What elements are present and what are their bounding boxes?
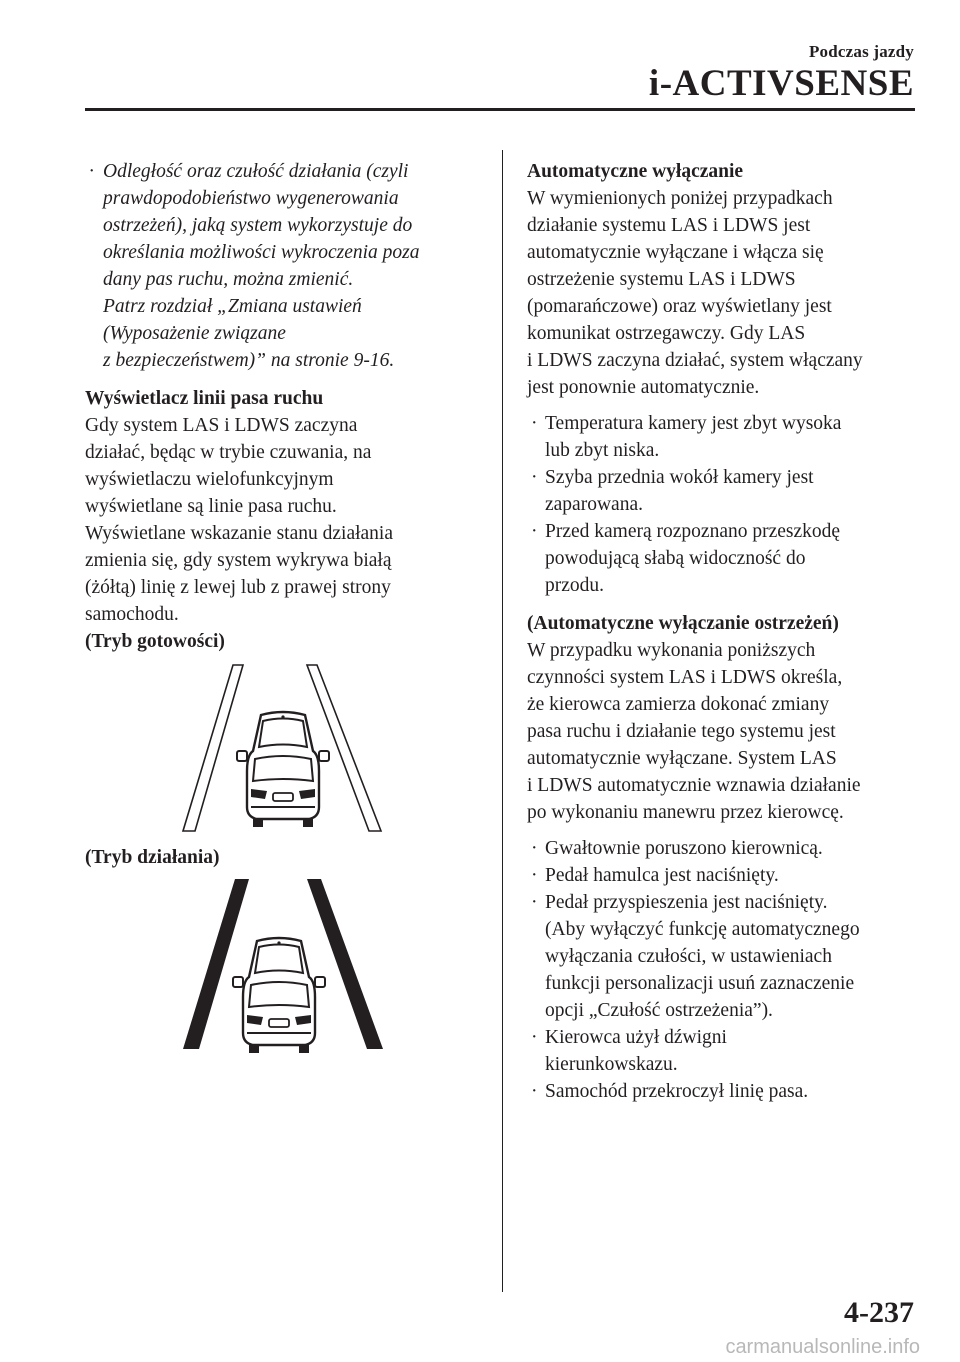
text-line: funkcji personalizacji usuń zaznaczenie [545,973,855,994]
text-line: dany pas ruchu, można zmienić. [103,269,354,290]
text-line: Kierowca użył dźwigni [545,1027,727,1048]
text-line: W przypadku wykonania poniższych [527,640,816,661]
warning-off-list [527,835,922,1105]
list-item [527,862,922,889]
text-line: działanie systemu LAS i LDWS jest [527,215,811,236]
bullet-dot: · [89,161,94,182]
text-line: przodu. [545,575,605,596]
chapter-title: Podczas jazdy [808,42,914,61]
list-item [527,1024,922,1078]
warning-off-heading: (Automatyczne wyłączanie ostrzeżeń) [527,613,839,634]
watermark: carmanualsonline.info [725,1336,920,1358]
text-line: Pedał hamulca jest naciśnięty. [545,865,779,886]
list-item [527,1078,922,1105]
right-lane-line-solid [307,879,383,1049]
list-item [527,835,922,862]
text-line: po wykonaniu manewru przez kierowcę. [527,802,844,823]
text-line: komunikat ostrzegawczy. Gdy LAS [527,323,806,344]
text-line: (Wyposażenie związane [103,323,286,344]
text-line: (żółtą) linię z lewej lub z prawej strony [85,577,391,598]
car-icon [233,938,325,1053]
text-line: Pedał przyspieszenia jest naciśnięty. [545,892,828,913]
text-line: samochodu. [85,604,179,625]
car-icon [237,712,329,827]
text-line: ostrzeżeń), jaką system wykorzystuje do [103,215,413,236]
auto-off-paragraph [527,185,922,401]
right-column [527,158,922,1105]
active-lane-figure [85,877,480,1057]
section-title: i-ACTIVSENSE [648,63,914,104]
text-line: Temperatura kamery jest zbyt wysoka [545,413,842,434]
text-line: W wymienionych poniżej przypadkach [527,188,833,209]
text-line: Samochód przekroczył linię pasa. [545,1081,809,1102]
text-line: działać, będąc w trybie czuwania, na [85,442,372,463]
list-item [527,889,922,1024]
text-line: i LDWS zaczyna działać, system włączany [527,350,863,371]
text-line: Wyświetlane wskazanie stanu działania [85,523,393,544]
bullet-dot: · [531,413,538,434]
text-line: z bezpieczeństwem)” na stronie 9-16. [103,350,395,371]
text-line: wyłączania czułości, w ustawieniach [545,946,832,967]
auto-off-list [527,410,922,599]
settings-note [85,158,480,374]
standby-lane-figure [85,661,480,836]
bullet-dot: · [531,838,538,859]
text-line: ostrzeżenie systemu LAS i LDWS [527,269,796,290]
text-line: Szyba przednia wokół kamery jest [545,467,814,488]
list-item [527,464,922,518]
text-line: że kierowca zamierza dokonać zmiany [527,694,830,715]
lane-display-heading: Wyświetlacz linii pasa ruchu [85,388,324,409]
text-line: automatycznie wyłączane i włącza się [527,242,824,263]
text-line: kierunkowskazu. [545,1054,678,1075]
text-line: wyświetlane są linie pasa ruchu. [85,496,337,517]
bullet-dot: · [531,892,538,913]
left-column [85,158,480,1065]
left-lane-line-solid [183,879,249,1049]
active-mode-label: (Tryb działania) [85,847,220,868]
left-lane-line-outline [183,665,243,831]
page-number: 4-237 [844,1296,914,1329]
text-line: jest ponownie automatycznie. [527,377,760,398]
text-line: prawdopodobieństwo wygenerowania [103,188,399,209]
text-line: Przed kamerą rozpoznano przeszkodę [545,521,841,542]
bullet-dot: · [531,865,538,886]
header-rule [85,108,915,111]
text-line: Patrz rozdział „Zmiana ustawień [103,296,362,317]
text-line: zaparowana. [545,494,643,515]
text-line: czynności system LAS i LDWS określa, [527,667,843,688]
column-divider [502,150,503,1292]
warning-off-paragraph [527,637,922,826]
standby-mode-label: (Tryb gotowości) [85,631,225,652]
text-line: Gwałtownie poruszono kierownicą. [545,838,823,859]
lane-display-paragraph [85,412,480,628]
text-line: (Aby wyłączyć funkcję automatycznego [545,919,860,940]
text-line: Gdy system LAS i LDWS zaczyna [85,415,358,436]
text-line: i LDWS automatycznie wznawia działanie [527,775,861,796]
text-line: powodującą słabą widoczność do [545,548,806,569]
text-line: określania możliwości wykroczenia poza [103,242,420,263]
text-line: Odległość oraz czułość działania (czyli [103,161,409,182]
bullet-dot: · [531,521,538,542]
list-item [527,518,922,599]
text-line: (pomarańczowe) oraz wyświetlany jest [527,296,832,317]
bullet-dot: · [531,1081,538,1102]
text-line: pasa ruchu i działanie tego systemu jest [527,721,836,742]
bullet-dot: · [531,467,538,488]
list-item [527,410,922,464]
text-line: lub zbyt niska. [545,440,660,461]
text-line: wyświetlaczu wielofunkcyjnym [85,469,334,490]
text-line: automatycznie wyłączane. System LAS [527,748,837,769]
bullet-dot: · [531,1027,538,1048]
auto-off-heading: Automatyczne wyłączanie [527,161,744,182]
text-line: opcji „Czułość ostrzeżenia”). [545,1000,773,1021]
text-line: zmienia się, gdy system wykrywa białą [85,550,392,571]
